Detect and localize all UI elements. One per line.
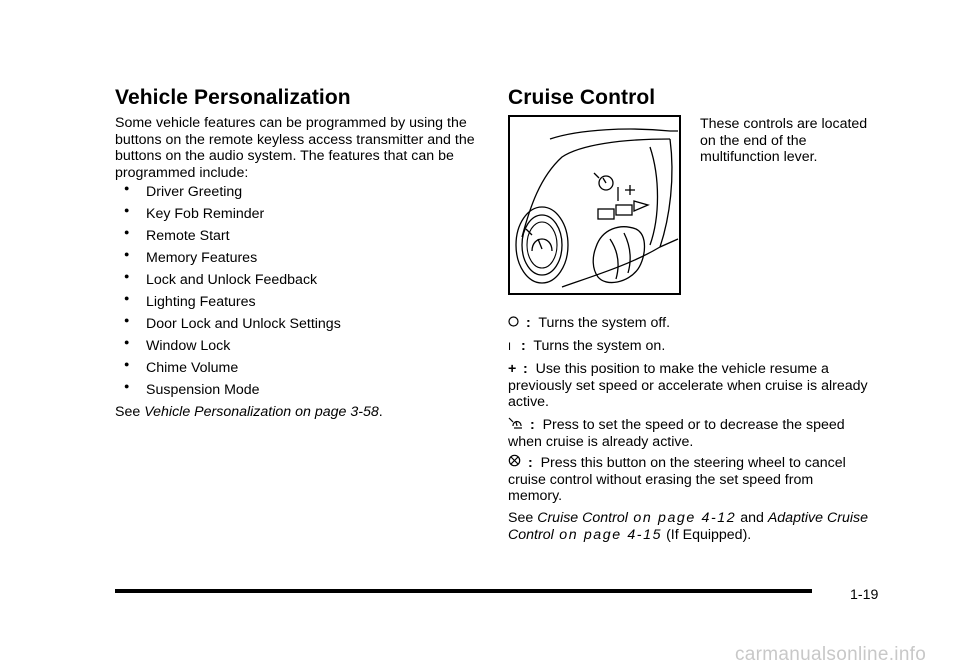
see-prefix: See: [115, 404, 141, 420]
entry-text: Turns the system off.: [538, 315, 671, 331]
bullet-icon: ●: [124, 249, 130, 259]
see-and: and: [736, 510, 768, 526]
list-item-label: Memory Features: [146, 250, 258, 266]
list-item: [115, 357, 455, 379]
list-item-label: Lighting Features: [146, 294, 256, 310]
footer-rule: [115, 589, 812, 593]
list-item-label: Key Fob Reminder: [146, 206, 265, 222]
entry-colon: :: [522, 361, 528, 377]
entry-off: [508, 315, 868, 332]
list-item-label: Window Lock: [146, 338, 231, 354]
entry-text: Press to set the speed or to decrease the speed when cruise is already active.: [508, 417, 845, 450]
ref-page: on page 4-15: [553, 526, 663, 543]
feature-list: [115, 181, 455, 401]
see-reference-personalization: [115, 404, 383, 421]
bullet-icon: ●: [124, 227, 130, 237]
page-number: 1-19: [850, 587, 879, 603]
list-item-label: Lock and Unlock Feedback: [146, 272, 318, 288]
entry-text: Turns the system on.: [533, 338, 666, 354]
see-reference-cruise: [508, 510, 873, 543]
entry-text: Use this position to make the vehicle resume a previously set speed or accelerate when cruise is already active.: [508, 361, 868, 410]
section-title-cruise-control: Cruise Control: [508, 86, 656, 109]
see-suffix: (If Equipped).: [662, 526, 752, 543]
entry-colon: :: [520, 338, 526, 354]
bullet-icon: ●: [124, 271, 130, 281]
list-item: [115, 203, 455, 225]
entry-resume: [508, 361, 868, 411]
section-title-vehicle-personalization: Vehicle Personalization: [115, 86, 351, 109]
cross-reference-link[interactable]: [537, 510, 736, 526]
entry-set: [508, 416, 868, 450]
multifunction-lever-illustration: [510, 117, 679, 293]
cruise-control-figure: [508, 115, 681, 295]
list-item: [115, 313, 455, 335]
cross-reference-link[interactable]: Vehicle Personalization on page 3-58: [144, 404, 379, 420]
on-symbol: I: [508, 341, 512, 353]
list-item-label: Chime Volume: [146, 360, 239, 376]
bullet-icon: ●: [124, 293, 130, 303]
entry-colon: :: [525, 315, 531, 331]
list-item-label: Suspension Mode: [146, 382, 260, 398]
list-item-label: Remote Start: [146, 228, 230, 244]
entry-colon: :: [529, 417, 535, 433]
bullet-icon: ●: [124, 381, 130, 391]
list-item-label: Door Lock and Unlock Settings: [146, 316, 341, 332]
see-prefix: See: [508, 510, 534, 526]
bullet-icon: ●: [124, 359, 130, 369]
ref-title: Adaptive Cruise Control: [508, 510, 868, 543]
entry-colon: :: [527, 455, 533, 471]
ref-page: on page 4-12: [627, 510, 737, 526]
set-speed-icon: [508, 416, 526, 434]
list-item-label: Driver Greeting: [146, 184, 243, 200]
bullet-icon: ●: [124, 183, 130, 193]
bullet-icon: ●: [124, 337, 130, 347]
entry-cancel: [508, 454, 868, 505]
entry-on: [508, 338, 868, 356]
list-item: [115, 181, 455, 203]
circle-off-icon: [508, 315, 522, 332]
ref-title: Cruise Control: [537, 510, 628, 526]
bullet-icon: ●: [124, 205, 130, 215]
list-item: [115, 335, 455, 357]
intro-paragraph: Some vehicle features can be programmed by using the buttons on the remote keyless access transmitter and the buttons on the audio system. The features that can be programmed include:: [115, 115, 475, 181]
see-suffix: .: [378, 404, 383, 420]
watermark-text: carmanualsonline.info: [735, 644, 927, 665]
figure-caption: These controls are located on the end of the multifunction lever.: [700, 116, 868, 165]
list-item: [115, 247, 455, 269]
plus-symbol: +: [508, 361, 517, 377]
bullet-icon: ●: [124, 315, 130, 325]
list-item: [115, 225, 455, 247]
list-item: [115, 379, 455, 401]
entry-text: Press this button on the steering wheel to cancel cruise control without erasing the set speed from memory.: [508, 455, 846, 504]
list-item: [115, 291, 455, 313]
cancel-icon: [508, 454, 524, 472]
list-item: [115, 269, 455, 291]
